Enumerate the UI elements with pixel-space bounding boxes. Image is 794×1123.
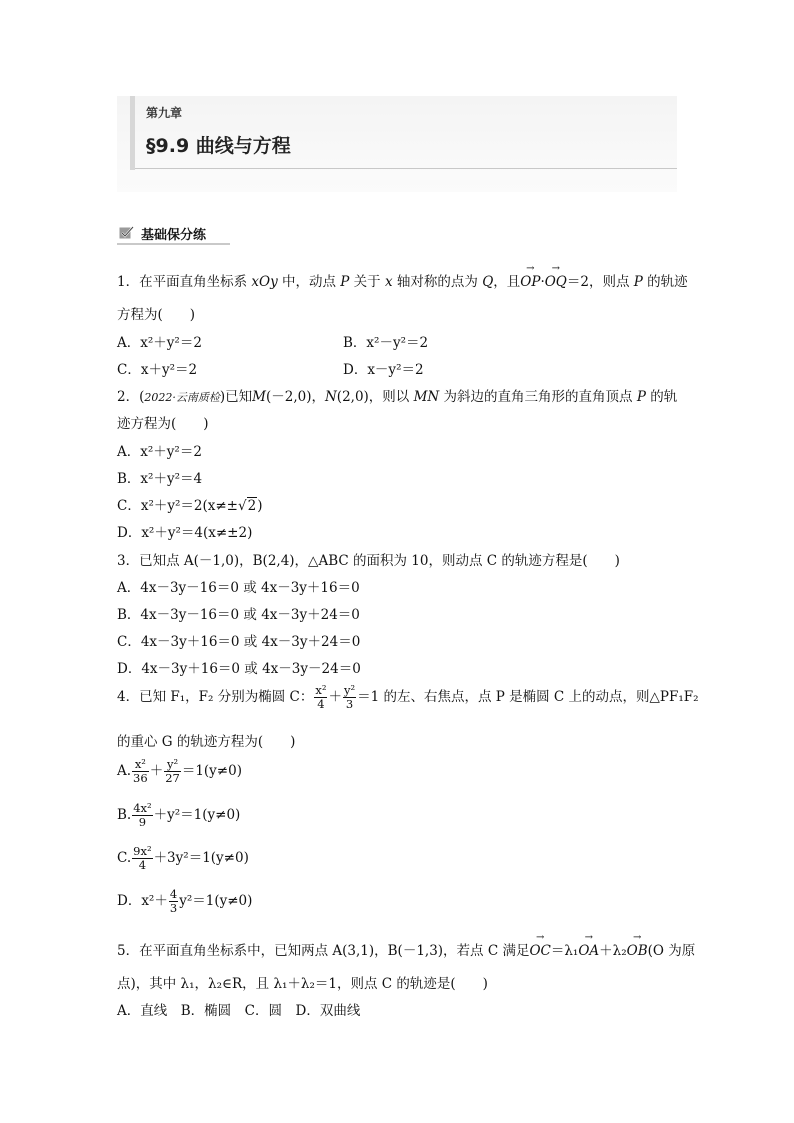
question-2-stem: 2．(2022·云南质检)已知M(－2,0)，N(2,0)，则以 MN 为斜边的直角三角形的直角顶点 P 的轨 — [117, 389, 678, 405]
question-3-option-a: A．4x－3y－16＝0 或 4x－3y＋16＝0 — [117, 580, 360, 596]
question-2-option-a: A．x²＋y²＝2 — [117, 444, 202, 460]
vector-oc: → OC — [529, 943, 550, 959]
question-5-stem-line2: 点)，其中 λ₁，λ₂∈R，且 λ₁＋λ₂＝1，则点 C 的轨迹是( ) — [117, 976, 488, 992]
question-3-stem: 3．已知点 A(－1,0)，B(2,4)，△ABC 的面积为 10，则动点 C 的轨迹方程是( ) — [117, 553, 620, 569]
question-5-stem: 5．在平面直角坐标系中，已知两点 A(3,1)，B(－1,3)，若点 C 满足→ OC＝λ₁→ OA＋λ₂→ OB(O 为原 — [117, 939, 695, 959]
question-3-option-c: C．4x－3y＋16＝0 或 4x－3y＋24＝0 — [117, 634, 361, 650]
header-accent-bar — [130, 96, 135, 170]
checkbox-icon — [119, 226, 134, 239]
vector-oq: → OQ — [545, 274, 567, 290]
question-4-stem: 4．已知 F₁，F₂ 分别为椭圆 C： $\frac{\text{x²}}{4}$ ＋ $\frac{\text{y²}}{3}$ ＝1 的左、右焦点，点 P 是椭圆 C 上的动点，则△PF₁F₂ — [117, 683, 699, 711]
question-2-option-d: D．x²＋y²＝4(x≠±2) — [117, 525, 253, 541]
question-3-option-d: D．4x－3y＋16＝0 或 4x－3y－24＝0 — [117, 661, 361, 677]
fraction: $\frac{\text{x²}}{4}$ — [315, 683, 327, 711]
vector-ob: → OB — [627, 943, 648, 959]
source-note: 2022·云南质检 — [144, 391, 220, 404]
question-5-options: A．直线 B．椭圆 C．圆 D．双曲线 — [117, 1003, 361, 1019]
question-2-option-b: B．x²＋y²＝4 — [117, 471, 203, 487]
question-2-option-c: C．x²＋y²＝2(x≠±√2) — [117, 498, 263, 514]
section-underline — [117, 243, 230, 245]
question-4-option-c: C. $\frac{\text{9x²}}{4}$ ＋3y²＝1(y≠0) — [117, 844, 249, 872]
header-divider — [135, 168, 677, 169]
question-1-option-a: A．x²＋y²＝2 — [117, 335, 202, 351]
question-1-stem: 1．在平面直角坐标系 xOy 中，动点 P 关于 x 轴对称的点为 Q，且→ OP·→ OQ＝2，则点 P 的轨迹 — [117, 270, 688, 290]
chapter-label: 第九章 — [146, 106, 183, 120]
question-3-option-b: B．4x－3y－16＝0 或 4x－3y＋24＝0 — [117, 607, 360, 623]
fraction: $\frac{\text{y²}}{3}$ — [343, 683, 356, 711]
question-1-option-c: C．x＋y²＝2 — [117, 362, 198, 378]
question-4-option-d: D．x²＋ $\frac{4}{3}$ y²＝1(y≠0) — [117, 887, 253, 915]
question-1-option-b: B．x²－y²＝2 — [343, 335, 429, 351]
question-2-stem-line2: 迹方程为( ) — [117, 416, 209, 432]
question-1-option-d: D．x－y²＝2 — [343, 362, 424, 378]
vector-oa: → OA — [578, 943, 599, 959]
question-4-option-b: B. $\frac{\text{4x²}}{9}$ ＋y²＝1(y≠0) — [117, 801, 241, 829]
question-1-stem-line2: 方程为( ) — [117, 307, 196, 323]
vector-op: → OP — [520, 274, 540, 290]
page-title: §9.9 曲线与方程 — [146, 135, 291, 157]
section-label: 基础保分练 — [141, 228, 207, 243]
question-4-stem-line2: 的重心 G 的轨迹方程为( ) — [117, 734, 296, 750]
question-4-option-a: A. $\frac{\text{x²}}{36}$ ＋ $\frac{\text{y²}}{27}$ ＝1(y≠0) — [117, 757, 242, 785]
